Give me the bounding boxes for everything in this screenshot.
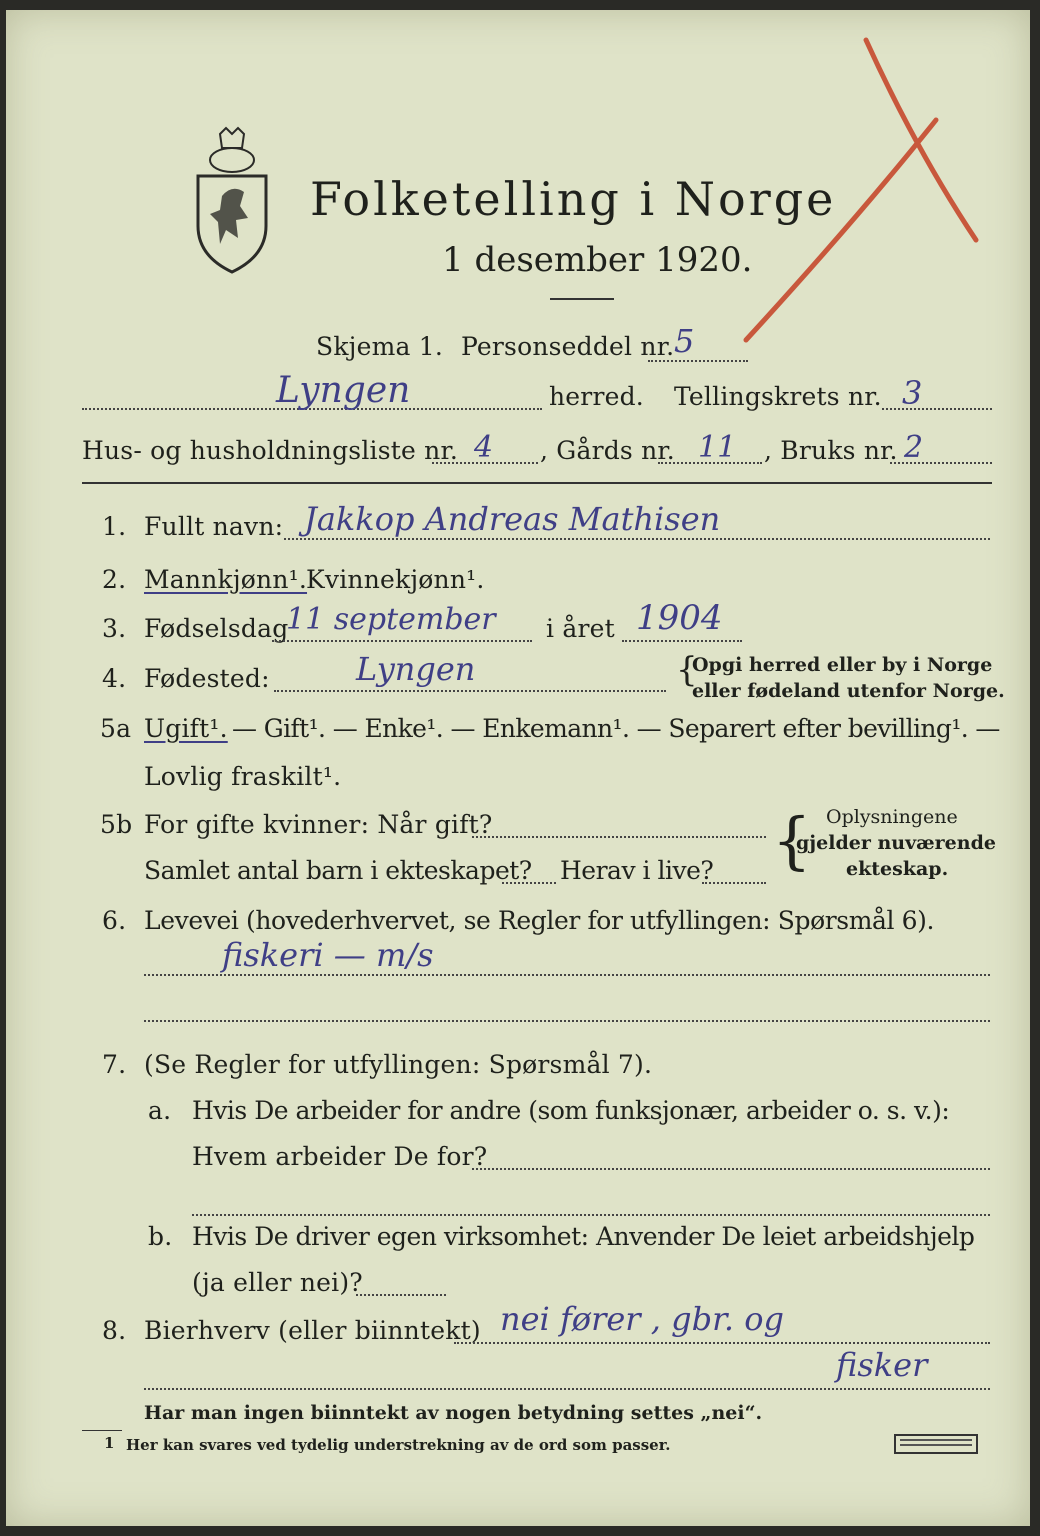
census-date: 1 desember 1920.	[442, 240, 753, 280]
q5b-number: 5b	[100, 810, 133, 839]
q7b-number: b.	[148, 1222, 173, 1251]
occupation-value[interactable]: fiskeri — m/s	[222, 936, 434, 974]
status-ugift-option[interactable]: Ugift¹.	[144, 714, 228, 743]
red-cross-mark-icon	[736, 30, 996, 350]
personseddel-label: Personseddel nr.	[461, 332, 675, 361]
norwegian-coat-of-arms-icon	[192, 126, 272, 276]
birthplace-value[interactable]: Lyngen	[356, 650, 476, 688]
herred-label: herred.	[549, 382, 644, 411]
birth-year-value[interactable]: 1904	[636, 598, 723, 638]
birthplace-brace: {	[676, 650, 698, 690]
birth-year-label: i året	[546, 614, 615, 643]
q2-number: 2.	[102, 565, 127, 594]
printer-stamp-icon	[894, 1434, 978, 1454]
side-income-value-1[interactable]: nei fører , gbr. og	[500, 1300, 784, 1338]
header-rule	[82, 482, 992, 484]
status-fraskilt-option[interactable]: Lovlig fraskilt¹.	[144, 762, 342, 791]
q7a-number: a.	[148, 1096, 172, 1125]
hired-help-field[interactable]	[356, 1294, 446, 1296]
husliste-value[interactable]: 4	[474, 430, 494, 465]
sex-male-option[interactable]: Mannkjønn¹.	[144, 565, 308, 594]
q7a-line-1: Hvis De arbeider for andre (som funksjonær, arbeider o. s. v.):	[192, 1096, 950, 1125]
occupation-label: Levevei (hovederhvervet, se Regler for utfyllingen: Spørsmål 6).	[144, 906, 935, 935]
birthplace-note-1: Opgi herred eller by i Norge	[692, 654, 993, 676]
sex-female-option[interactable]: Kvinnekjønn¹.	[306, 565, 485, 594]
marriage-note-1: Oplysningene	[826, 806, 958, 828]
q7-number: 7.	[102, 1050, 127, 1079]
q7-label: (Se Regler for utfyllingen: Spørsmål 7).	[144, 1050, 653, 1079]
census-form	[6, 10, 1030, 1526]
full-name-value[interactable]: Jakkop Andreas Mathisen	[304, 500, 721, 538]
title-divider	[550, 298, 614, 300]
birthdate-value[interactable]: 11 september	[286, 602, 496, 637]
form-title: Folketelling i Norge	[310, 172, 837, 226]
marriage-note-2: gjelder nuværende	[796, 832, 996, 854]
biinntekt-note: Har man ingen biinntekt av nogen betydning settes „nei“.	[144, 1402, 763, 1424]
q4-number: 4.	[102, 664, 127, 693]
marriage-note-3: ekteskap.	[846, 858, 949, 880]
q6-number: 6.	[102, 906, 127, 935]
q7b-line-1: Hvis De driver egen virksomhet: Anvender De leiet arbeidshjelp	[192, 1222, 975, 1251]
married-when-label: For gifte kvinner: Når gift?	[144, 810, 493, 839]
employer-field[interactable]	[472, 1168, 990, 1170]
gards-value[interactable]: 11	[698, 430, 737, 465]
personseddel-value[interactable]: 5	[674, 322, 695, 360]
children-alive-label: Herav i live?	[560, 856, 714, 885]
q1-number: 1.	[102, 512, 127, 541]
q1-label: Fullt navn:	[144, 512, 284, 541]
birthplace-label: Fødested:	[144, 664, 270, 693]
bruks-label: , Bruks nr.	[764, 436, 898, 465]
husliste-label: Hus- og husholdningsliste nr.	[82, 436, 459, 465]
footnote-text: Her kan svares ved tydelig understrekning av de ord som passer.	[126, 1436, 671, 1454]
children-total-label: Samlet antal barn i ekteskapet?	[144, 856, 532, 885]
gards-label: , Gårds nr.	[540, 436, 675, 465]
tellingskrets-value[interactable]: 3	[902, 374, 923, 412]
employer-label: Hvem arbeider De for?	[192, 1142, 488, 1171]
side-income-label: Bierhverv (eller biinntekt)	[144, 1316, 481, 1345]
skjema-label: Skjema 1.	[316, 332, 444, 361]
status-other-options[interactable]: — Gift¹. — Enke¹. — Enkemann¹. — Separert efter bevilling¹. —	[232, 714, 1000, 743]
side-income-value-2[interactable]: fisker	[836, 1346, 928, 1384]
birthplace-note-2: eller fødeland utenfor Norge.	[692, 680, 1005, 702]
birthdate-label: Fødselsdag	[144, 614, 289, 643]
q3-number: 3.	[102, 614, 127, 643]
herred-value[interactable]: Lyngen	[276, 370, 411, 411]
marriage-brace: {	[772, 804, 812, 877]
bruks-value[interactable]: 2	[904, 430, 924, 465]
q5a-number: 5a	[100, 714, 132, 743]
tellingskrets-label: Tellingskrets nr.	[674, 382, 882, 411]
footnote-rule	[82, 1430, 122, 1431]
hired-help-label: (ja eller nei)?	[192, 1268, 363, 1297]
q8-number: 8.	[102, 1316, 127, 1345]
footnote-mark: 1	[104, 1434, 115, 1452]
